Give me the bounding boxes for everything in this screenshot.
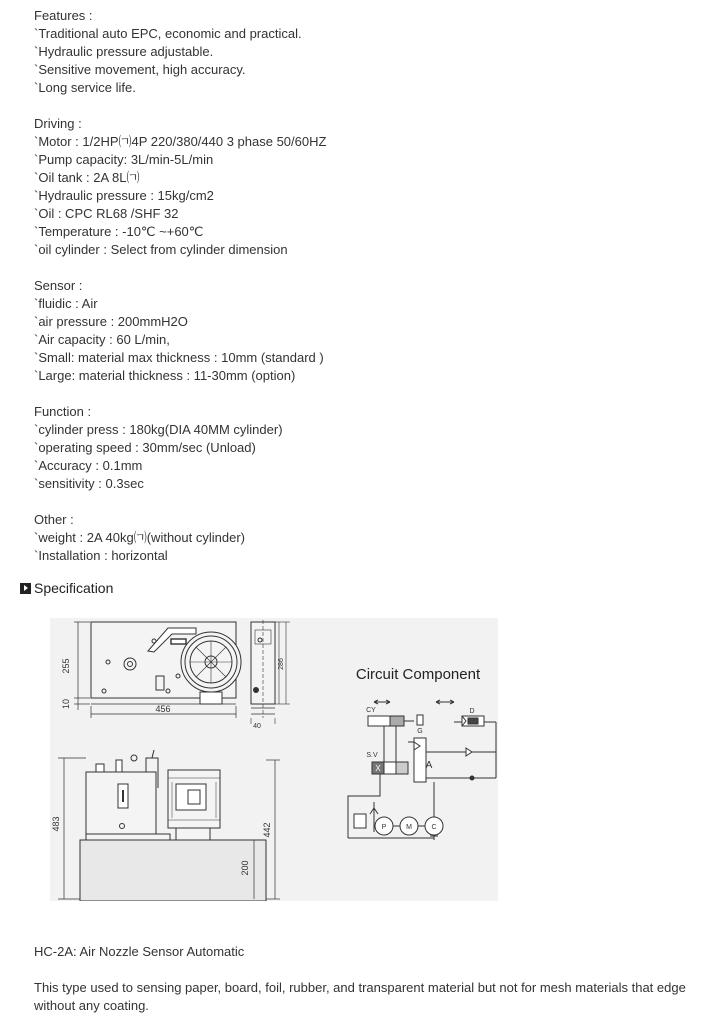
features-section [34,7,302,97]
features-item: `Sensitive movement, high accuracy. [34,62,246,77]
circuit-diagram [348,700,496,840]
function-item: `sensitivity : 0.3sec [34,476,144,491]
dimension-456: 456 [155,704,171,714]
dimension-40: 40 [253,723,261,730]
specification-drawing [50,618,498,901]
circuit-label-p: P [381,824,387,831]
driving-section [34,115,326,259]
circuit-label-d: D [469,708,475,715]
bullet-arrow-icon [20,583,31,594]
dimension-255: 255 [61,658,71,674]
side-view-drawing [251,620,290,724]
function-heading: Function : [34,404,92,419]
circuit-label-x: X [375,764,381,773]
specification-heading [20,579,113,597]
sensor-heading: Sensor : [34,278,83,293]
features-item: `Hydraulic pressure adjustable. [34,44,214,59]
other-section [34,511,245,565]
features-item: `Traditional auto EPC, economic and practical. [34,26,302,41]
sensor-item: `air pressure : 200mmH2O [34,314,188,329]
driving-item: `Pump capacity: 3L/min-5L/min [34,152,214,167]
sensor-item: `Small: material max thickness : 10mm (standard ) [34,350,324,365]
other-item: `Installation : horizontal [34,548,168,563]
circuit-label-c: C [431,824,437,831]
dimension-442: 442 [262,822,272,838]
specification-heading-text: Specification [34,580,114,596]
driving-heading: Driving : [34,116,82,131]
circuit-label-sv: S.V [366,752,378,759]
features-heading: Features : [34,8,93,23]
driving-item: `Motor : 1/2HP㈀4P 220/380/440 3 phase 50/60HZ [34,134,327,149]
circuit-label-g: G [417,728,423,735]
driving-item: `Temperature : -10℃ ~+60℃ [34,224,204,239]
product-caption: HC-2A: Air Nozzle Sensor Automatic [34,944,245,959]
circuit-label-m: M [406,824,412,831]
specification-drawing-svg [50,618,498,901]
dimension-10: 10 [61,698,71,710]
sensor-item: `Air capacity : 60 L/min, [34,332,170,347]
dimension-200: 200 [240,860,250,876]
front-view-drawing [58,750,280,901]
driving-item: `Hydraulic pressure : 15kg/cm2 [34,188,214,203]
function-item: `operating speed : 30mm/sec (Unload) [34,440,256,455]
circuit-label-cy: CY [366,707,376,714]
features-item: `Long service life. [34,80,136,95]
product-description: This type used to sensing paper, board, foil, rubber, and transparent material but not for mesh materials that edge without any coating. [34,980,686,1013]
dimension-483: 483 [51,816,61,832]
sensor-item: `Large: material thickness : 11-30mm (option) [34,368,296,383]
sensor-item: `fluidic : Air [34,296,98,311]
other-item: `weight : 2A 40kg㈀(without cylinder) [34,530,245,545]
sensor-section [34,277,324,385]
dimension-286: 286 [278,658,285,670]
circuit-label-a: A [425,760,433,771]
function-item: `Accuracy : 0.1mm [34,458,143,473]
other-heading: Other : [34,512,74,527]
function-section [34,403,283,493]
driving-item: `oil cylinder : Select from cylinder dimension [34,242,288,257]
function-item: `cylinder press : 180kg(DIA 40MM cylinder) [34,422,283,437]
driving-item: `Oil : CPC RL68 /SHF 32 [34,206,179,221]
circuit-component-title: Circuit Component [355,666,481,683]
driving-item: `Oil tank : 2A 8L㈀ [34,170,140,185]
